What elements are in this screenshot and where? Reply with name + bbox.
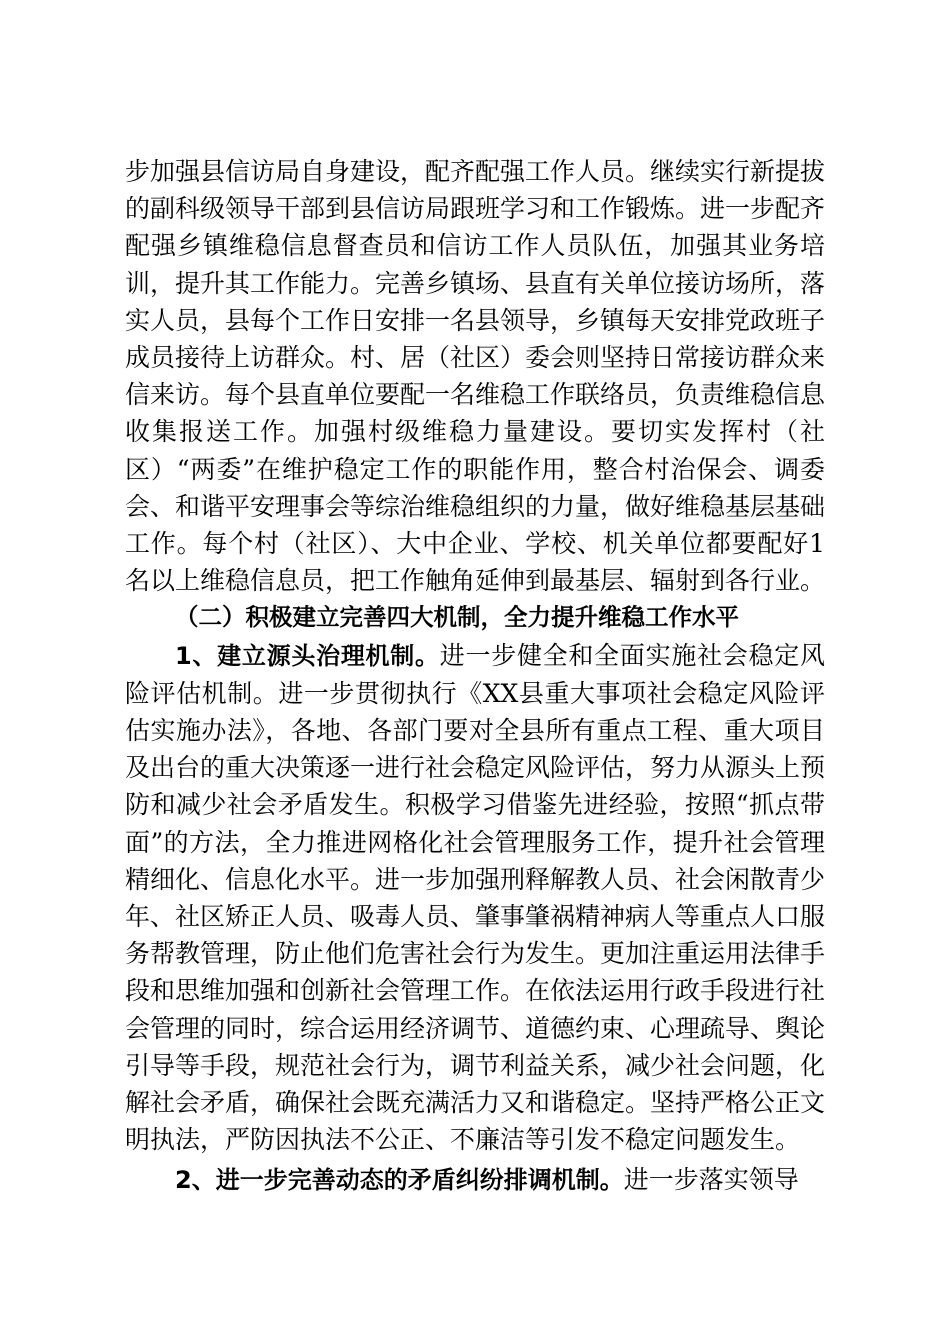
document-body <box>125 153 825 1200</box>
item-2-lead: 2、进一步完善动态的矛盾纠纷排调机制。 <box>175 1166 624 1195</box>
item-paragraph-1 <box>125 637 825 1159</box>
item-paragraph-2 <box>125 1161 825 1199</box>
item-1-lead: 1、建立源头治理机制。 <box>175 641 440 670</box>
item-2-body: 进一步落实领导 <box>623 1165 799 1195</box>
item-1-body: 进一步健全和全面实施社会稳定风险评估机制。进一步贯彻执行《XX县重大事项社会稳定风险评估实施办法》，各地、各部门要对全县所有重点工程、重大项目及出台的重大决策逐一进行社会稳定风险评估，努力从源头上预防和减少社会矛盾发生。积极学习借鉴先进经验，按照“抓点带面”的方法，全力推进网格化社会管理服务工作，提升社会管理精细化、信息化水平。进一步加强刑释解教人员、社会闲散青少年、社区矫正人员、吸毒人员、肇事肇祸精神病人等重点人口服务帮教管理，防止他们危害社会行为发生。更加注重运用法律手段和思维加强和创新社会管理工作。在依法运用行政手段进行社会管理的同时，综合运用经济调节、道德约束、心理疏导、舆论引导等手段，规范社会行为，调节利益关系，减少社会问题，化解社会矛盾，确保社会既充满活力又和谐稳定。坚持严格公正文明执法，严防因执法不公正、不廉洁等引发不稳定问题发生。 <box>125 640 826 1155</box>
body-paragraph: 步加强县信访局自身建设，配齐配强工作人员。继续实行新提拔的副科级领导干部到县信访局跟班学习和工作锻炼。进一步配齐配强乡镇维稳信息督查员和信访工作人员队伍，加强其业务培训，提升其工作能力。完善乡镇场、县直有关单位接访场所，落实人员，县每个工作日安排一名县领导，乡镇每天安排党政班子成员接待上访群众。村、居（社区）委会则坚持日常接访群众来信来访。每个县直单位要配一名维稳工作联络员，负责维稳信息收集报送工作。加强村级维稳力量建设。要切实发挥村（社区）“两委”在维护稳定工作的职能作用，整合村治保会、调委会、和谐平安理事会等综治维稳组织的力量，做好维稳基层基础工作。每个村（社区）、大中企业、学校、机关单位都要配好1名以上维稳信息员，把工作触角延伸到最基层、辐射到各行业。 <box>125 157 826 596</box>
section-heading: （二）积极建立完善四大机制，全力提升维稳工作水平 <box>175 603 739 632</box>
